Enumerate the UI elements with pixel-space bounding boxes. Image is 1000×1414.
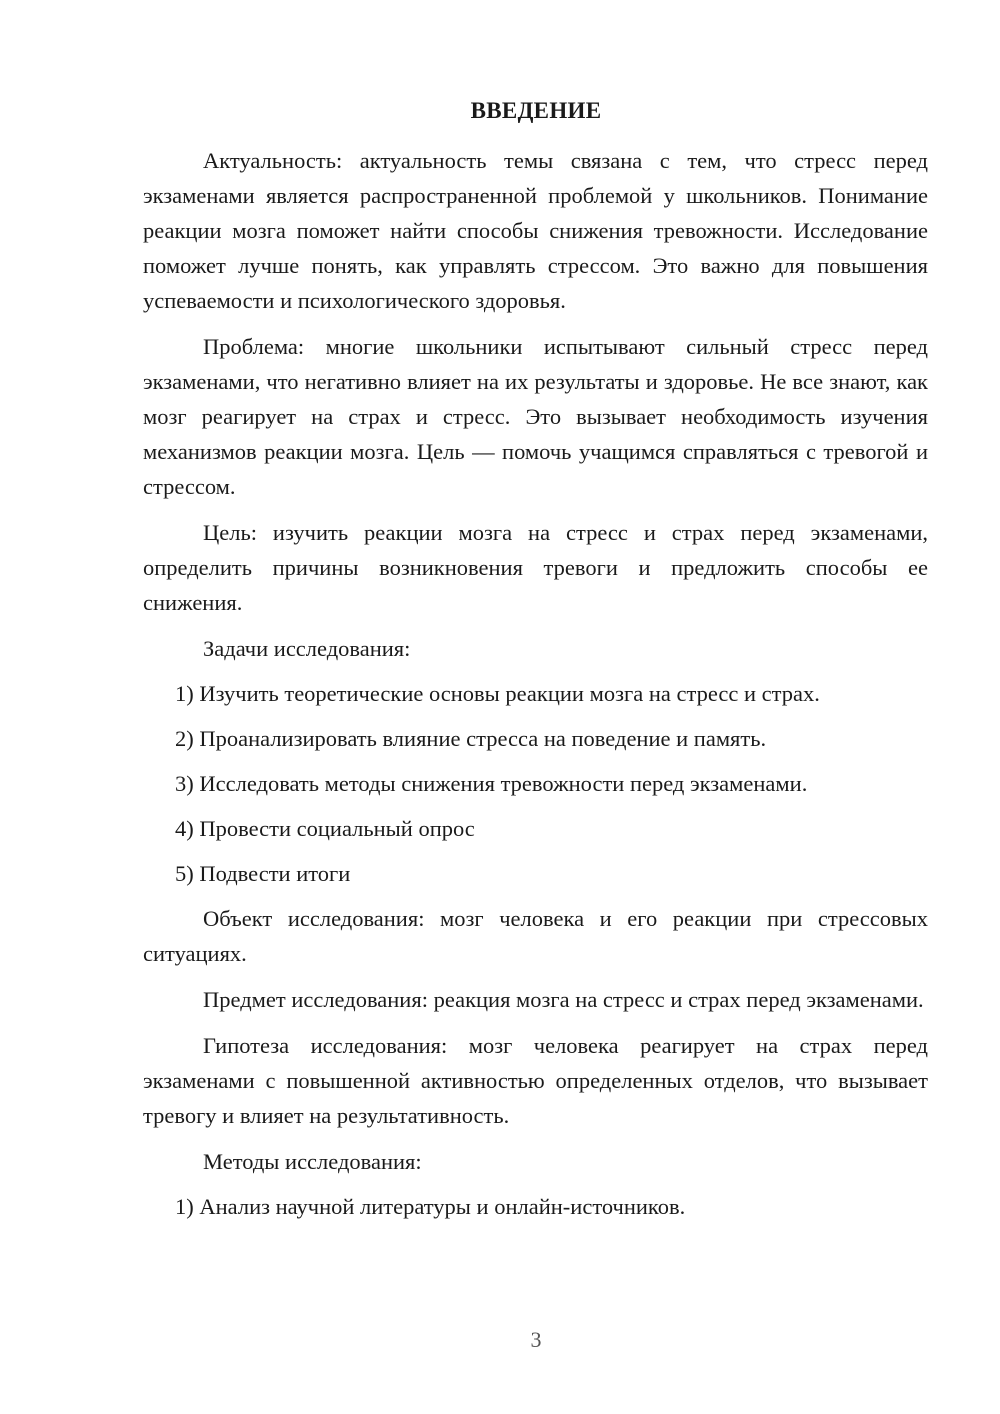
tasks-title: Задачи исследования: <box>203 636 411 661</box>
relevance-paragraph: Актуальность: актуальность темы связана с тем, что стресс перед экзаменами является распространенной проблемой у школьников. Понимание реакции мозга поможет найти способы снижения тревожности. Исследование поможет лучше понять, как управлять стрессом. Это важно для повышения успеваемости и психологического здоровья. <box>143 148 928 313</box>
task-item: 1) Изучить теоретические основы реакции мозга на стресс и страх. <box>175 681 820 706</box>
method-item: 1) Анализ научной литературы и онлайн-источников. <box>175 1194 686 1219</box>
object-paragraph: Объект исследования: мозг человека и его реакции при стрессовых ситуациях. <box>143 906 928 966</box>
goal-paragraph: Цель: изучить реакции мозга на стресс и страх перед экзаменами, определить причины возникновения тревоги и предложить способы ее снижения. <box>143 520 928 615</box>
hypothesis-paragraph: Гипотеза исследования: мозг человека реагирует на страх перед экзаменами с повышенной активностью определенных отделов, что вызывает тревогу и влияет на результативность. <box>143 1033 928 1128</box>
subject-paragraph: Предмет исследования: реакция мозга на стресс и страх перед экзаменами. <box>203 987 924 1012</box>
task-item: 2) Проанализировать влияние стресса на поведение и память. <box>175 726 767 751</box>
task-item: 3) Исследовать методы снижения тревожности перед экзаменами. <box>175 771 808 796</box>
page-number: 3 <box>530 1327 542 1352</box>
task-item: 5) Подвести итоги <box>175 861 351 886</box>
problem-paragraph: Проблема: многие школьники испытывают сильный стресс перед экзаменами, что негативно влияет на их результаты и здоровье. Не все знают, как мозг реагирует на страх и стресс. Это вызывает необходимость изучения механизмов реакции мозга. Цель — помочь учащимся справляться с тревогой и стрессом. <box>143 334 928 499</box>
methods-title: Методы исследования: <box>203 1149 422 1174</box>
task-item: 4) Провести социальный опрос <box>175 816 475 841</box>
body-text <box>143 143 928 1234</box>
section-heading: ВВЕДЕНИЕ <box>470 98 602 123</box>
